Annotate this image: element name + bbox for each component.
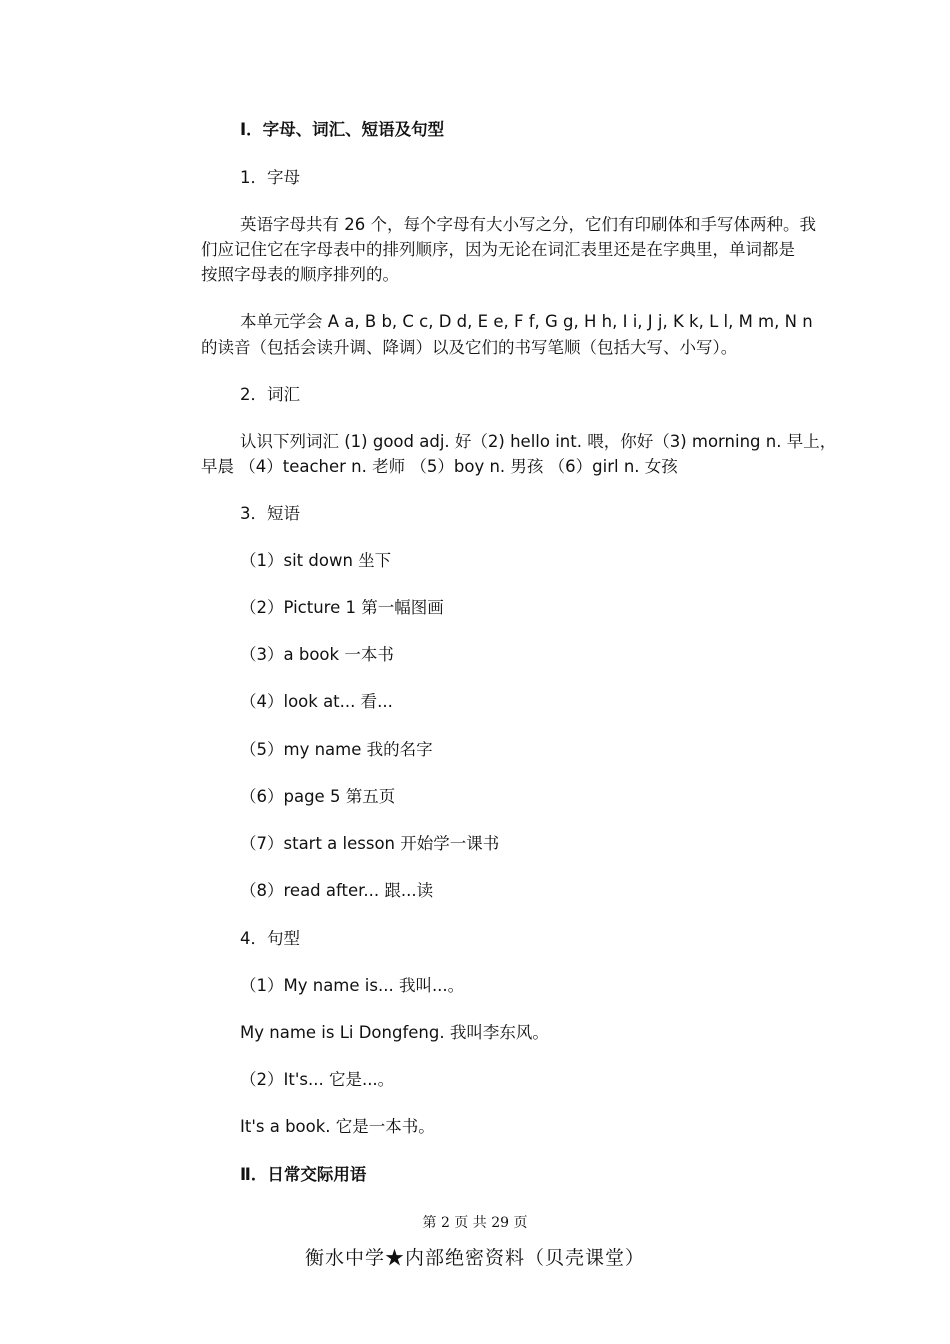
phrase-item: （8）read after... 跟...读 xyxy=(240,881,434,900)
sentence-pattern-2: （2）It's... 它是...。 xyxy=(240,1070,395,1089)
paragraph-line: 认识下列词汇 (1) good adj. 好（2) hello int. 喂，你好（3) morning n. 早上， xyxy=(240,432,837,451)
paragraph-line: 们应记住它在字母表中的排列顺序，因为无论在词汇表里还是在字典里，单词都是 xyxy=(201,240,795,259)
sentence-example-2: It's a book. 它是一本书。 xyxy=(240,1117,435,1136)
phrase-item: （2）Picture 1 第一幅图画 xyxy=(240,598,444,617)
subheading-letters: 1．字母 xyxy=(240,168,300,187)
sentence-example-1: My name is Li Dongfeng. 我叫李东风。 xyxy=(240,1023,549,1042)
phrase-item: （1）sit down 坐下 xyxy=(240,551,392,570)
paragraph-line: 的读音（包括会读升调、降调）以及它们的书写笔顺（包括大写、小写）。 xyxy=(201,338,738,357)
phrase-item: （4）look at... 看... xyxy=(240,692,393,711)
phrase-item: （6）page 5 第五页 xyxy=(240,787,396,806)
footer-brand: 衡水中学★内部绝密资料（贝壳课堂） xyxy=(304,1247,645,1269)
subheading-sentences: 4．句型 xyxy=(240,929,300,948)
phrase-item: （5）my name 我的名字 xyxy=(240,740,433,759)
paragraph-line: 英语字母共有 26 个，每个字母有大小写之分，它们有印刷体和手写体两种。我 xyxy=(240,215,816,234)
subheading-phrases: 3．短语 xyxy=(240,504,300,523)
section-title-1: Ⅰ．字母、词汇、短语及句型 xyxy=(240,120,445,139)
paragraph-line: 按照字母表的顺序排列的。 xyxy=(201,265,399,284)
phrase-item: （3）a book 一本书 xyxy=(240,645,394,664)
paragraph-line: 本单元学会 A a, B b, C c, D d, E e, F f, G g, H h, I i, J j, K k, L l, M m, N n xyxy=(240,312,813,331)
paragraph-line: 早晨 （4）teacher n. 老师 （5）boy n. 男孩 （6）girl n. 女孩 xyxy=(201,457,678,476)
page-number: 第 2 页 共 29 页 xyxy=(422,1215,528,1231)
section-title-2: Ⅱ．日常交际用语 xyxy=(240,1165,367,1184)
phrase-item: （7）start a lesson 开始学一课书 xyxy=(240,834,500,853)
sentence-pattern-1: （1）My name is... 我叫...。 xyxy=(240,976,465,995)
subheading-vocab: 2．词汇 xyxy=(240,385,300,404)
